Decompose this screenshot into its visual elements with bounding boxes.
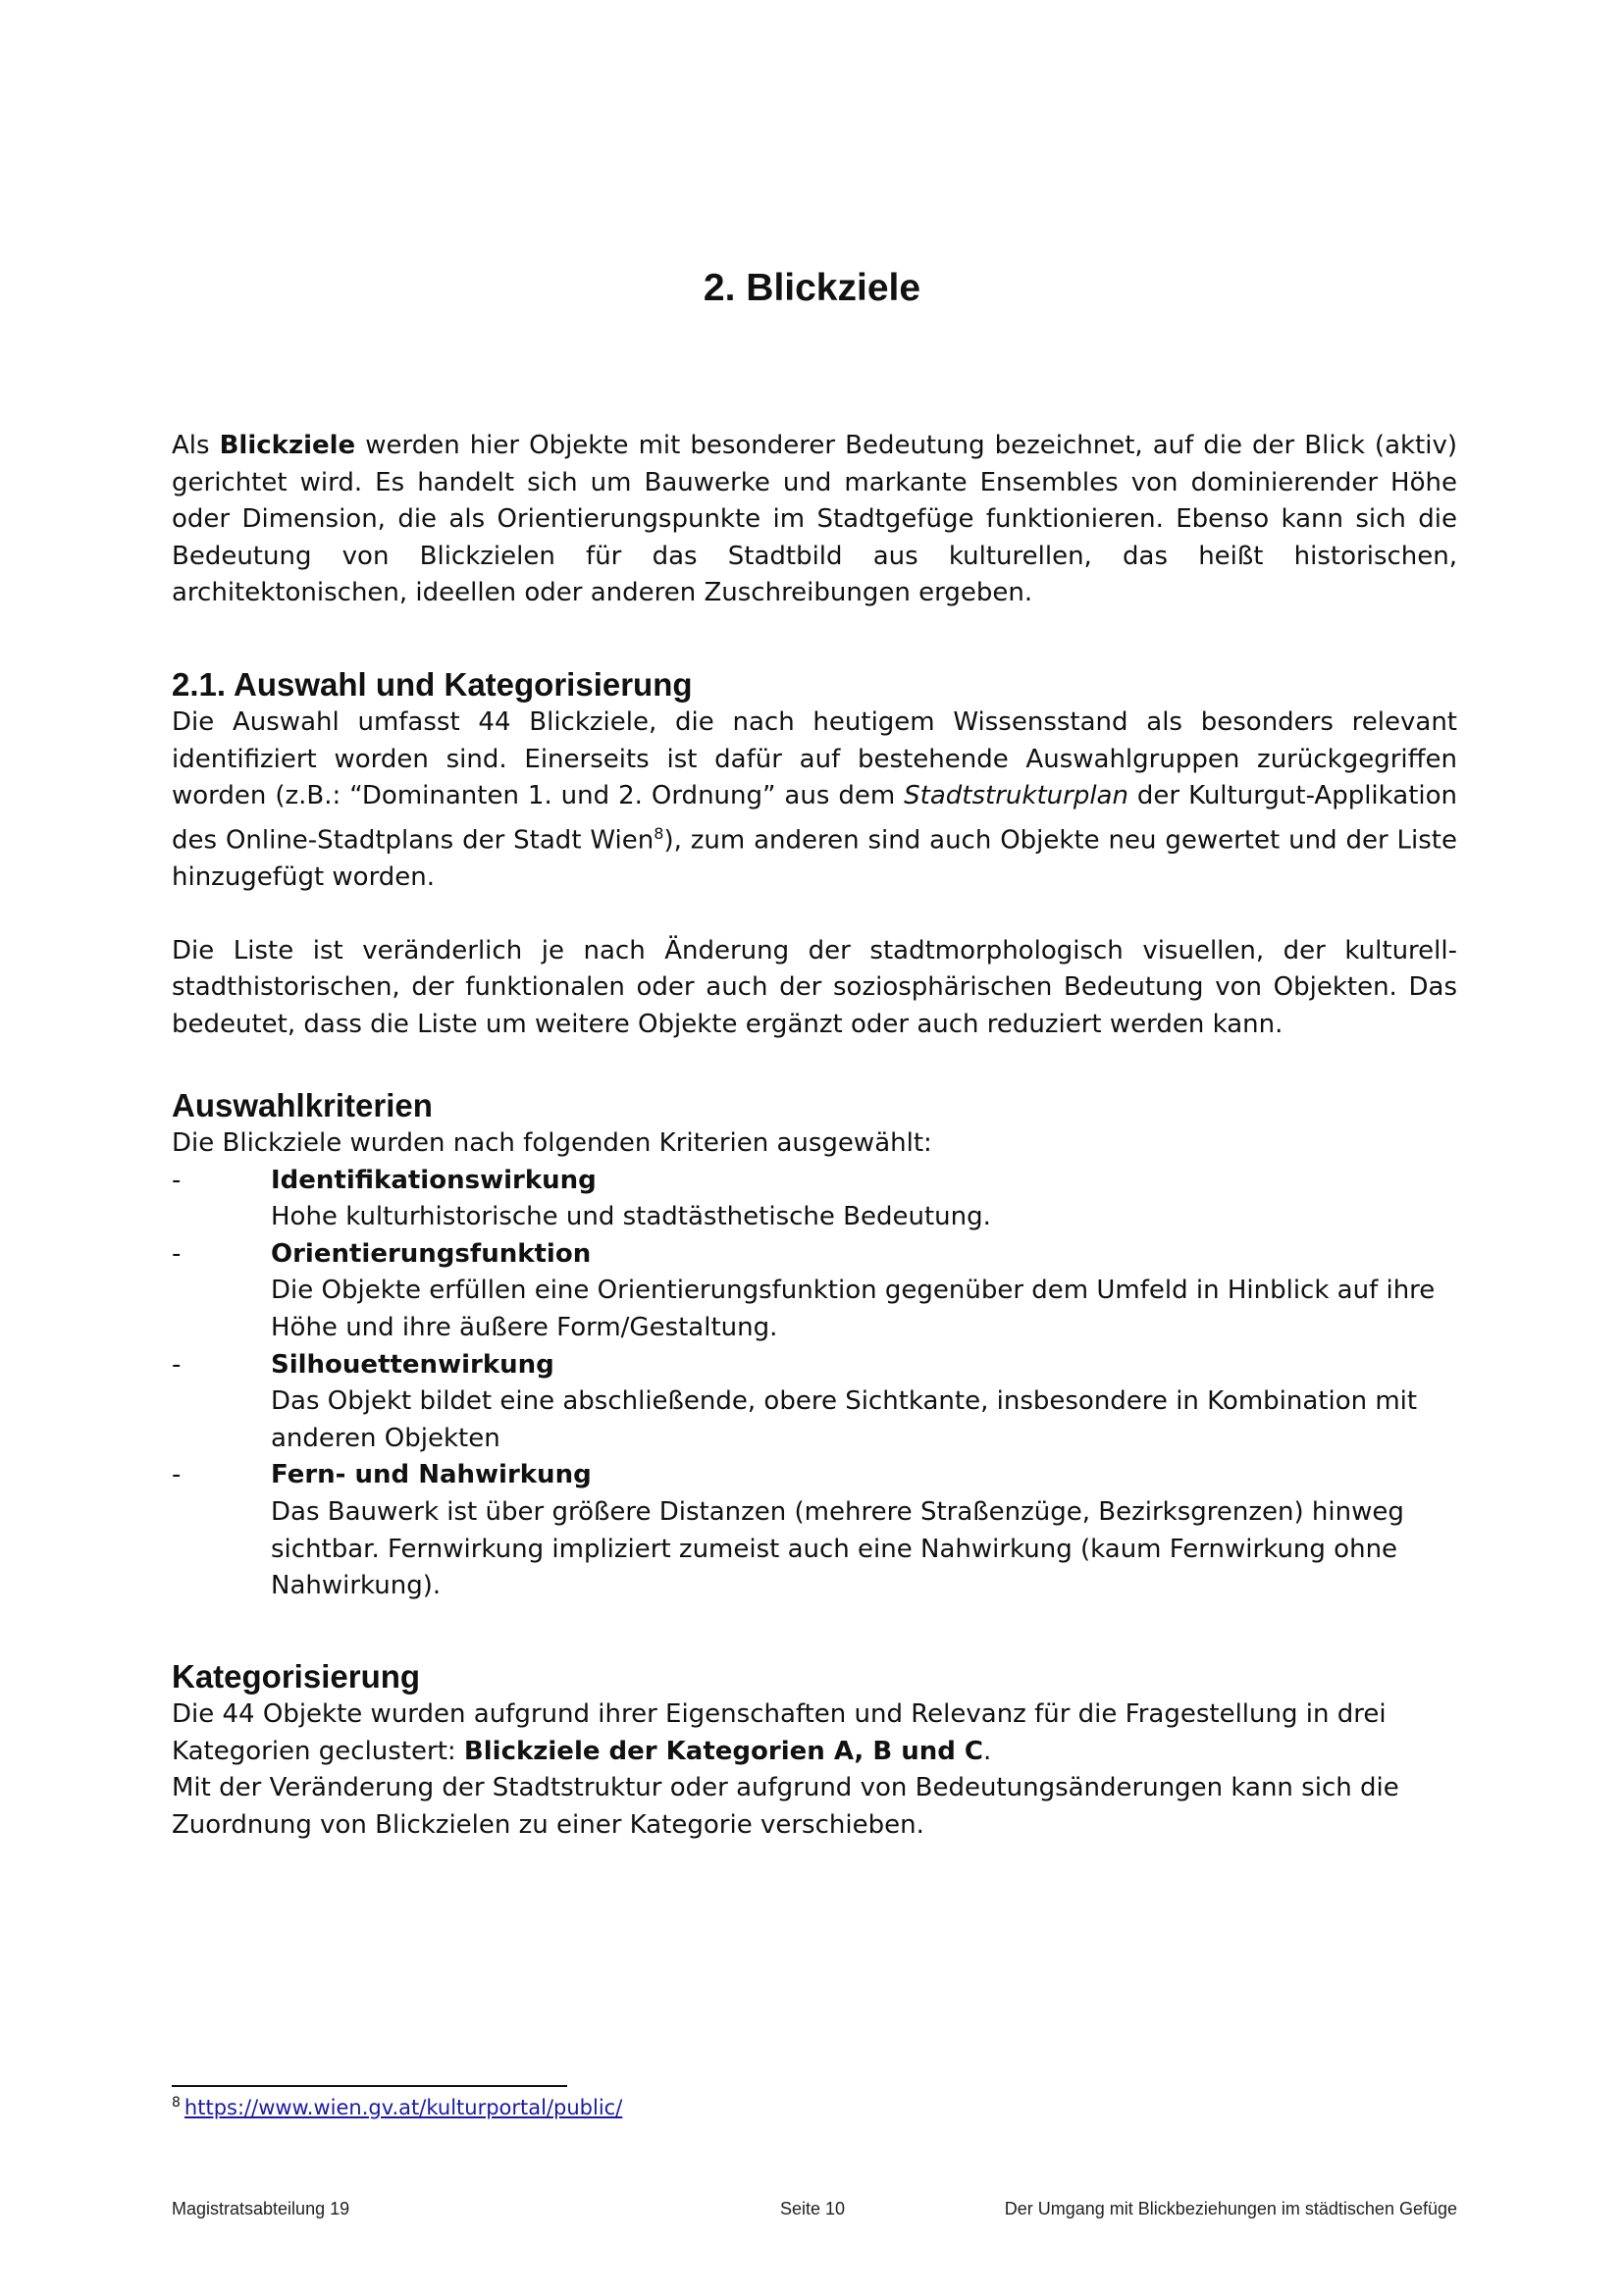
footer-page-number: Seite 10 <box>780 2199 846 2218</box>
kategorisierung-p1-end: . <box>983 1736 992 1766</box>
auswahl-p1-text-a: Die Auswahl umfasst 44 Blickziele, die nach heutigem Wissensstand als besonders relevant identifiziert worden sind. Einerseits ist dafür auf bestehende Auswahlgruppen zurückgegriffen worden (z.B.: “Dominanten 1. und 2. Ordnung” aus dem <box>172 707 1457 811</box>
kategorien-bold: Blickziele der Kategorien A, B und C <box>463 1736 983 1766</box>
bullet-dash: - <box>172 1165 182 1195</box>
section-heading-kategorisierung: Kategorisierung <box>172 1658 421 1695</box>
footnote-ref[interactable]: 8 <box>654 823 664 843</box>
section-heading-auswahl: 2.1. Auswahl und Kategorisierung <box>172 666 693 703</box>
criteria-intro: Die Blickziele wurden nach folgenden Kriterien ausgewählt: <box>172 1128 932 1158</box>
auswahl-p1-text-c: ), zum anderen sind auch Objekte neu gewertet und der Liste hinzugefügt worden. <box>172 825 1457 893</box>
criteria-item <box>172 1457 1457 1604</box>
criteria-description: Das Objekt bildet eine abschließende, obere Sichtkante, insbesondere in Kombination mit anderen Objekten <box>271 1386 1418 1453</box>
criteria-item <box>172 1236 1457 1347</box>
footnote-link[interactable]: https://www.wien.gv.at/kulturportal/public/ <box>183 2096 623 2119</box>
intro-paragraph <box>172 428 1457 612</box>
bullet-dash: - <box>172 1238 182 1269</box>
auswahl-paragraph-1 <box>172 704 1457 897</box>
section-kategorisierung <box>172 1657 1457 1844</box>
bullet-dash: - <box>172 1349 182 1380</box>
intro-text: werden hier Objekte mit besonderer Bedeutung bezeichnet, auf die der Blick (aktiv) gerichtet wird. Es handelt sich um Bauwerke und markante Ensembles von dominierender Höhe oder Dimension, die als Orientierungspunkte im Stadtgefüge funktionieren. Ebenso kann sich die Bedeutung von Blickzielen für das Stadtbild aus kulturellen, das heißt historischen, architektonischen, ideellen oder anderen Zuschreibungen ergeben. <box>172 431 1458 608</box>
footer-left: Magistratsabteilung 19 <box>172 2199 350 2218</box>
criteria-description: Die Objekte erfüllen eine Orientierungsfunktion gegenüber dem Umfeld in Hinblick auf ihre Höhe und ihre äußere Form/Gestaltung. <box>271 1276 1436 1342</box>
criteria-name: Silhouettenwirkung <box>271 1349 554 1380</box>
section-auswahlkriterien <box>172 1086 1457 1605</box>
criteria-item <box>172 1347 1457 1458</box>
footnote-separator <box>172 2085 567 2087</box>
intro-bold-term: Blickziele <box>219 431 356 460</box>
stadtstrukturplan-term: Stadtstrukturplan <box>904 781 1128 811</box>
page-title: 2. Blickziele <box>703 267 921 309</box>
page-footer <box>172 2199 1457 2224</box>
auswahl-p1-text-b: der Kulturgut-Applikation des Online-Stadtplans der Stadt Wien <box>172 781 1457 856</box>
criteria-item <box>172 1163 1457 1236</box>
footnote <box>172 2095 622 2119</box>
criteria-name: Identifikationswirkung <box>271 1165 597 1195</box>
criteria-name: Fern- und Nahwirkung <box>271 1460 592 1490</box>
intro-lead: Als <box>172 431 220 460</box>
kategorisierung-paragraph-1 <box>172 1696 1457 1770</box>
footnote-number: 8 <box>172 2095 181 2111</box>
section-auswahl <box>172 665 1457 1043</box>
footer-right: Der Umgang mit Blickbeziehungen im städtischen Gefüge <box>1004 2199 1457 2218</box>
kategorisierung-paragraph-2: Mit der Veränderung der Stadtstruktur oder aufgrund von Bedeutungsänderungen kann sich die Zuordnung von Blickzielen zu einer Kategorie verschieben. <box>172 1773 1399 1840</box>
auswahl-paragraph-2: Die Liste ist veränderlich je nach Änderung der stadtmorphologisch visuellen, der kulturell-stadthistorischen, der funktionalen oder auch der soziosphärischen Bedeutung von Objekten. Das bedeutet, dass die Liste um weitere Objekte ergänzt oder auch reduziert werden kann. <box>172 935 1457 1039</box>
criteria-name: Orientierungsfunktion <box>271 1238 592 1269</box>
criteria-description: Das Bauwerk ist über größere Distanzen (mehrere Straßenzüge, Bezirksgrenzen) hinweg sichtbar. Fernwirkung impliziert zumeist auch eine Nahwirkung (kaum Fernwirkung ohne Nahwirkung). <box>271 1496 1404 1601</box>
kategorisierung-p1-text: Die 44 Objekte wurden aufgrund ihrer Eigenschaften und Relevanz für die Fragestellung in drei Kategorien geclustert: <box>172 1699 1387 1766</box>
intro-section <box>172 428 1457 612</box>
criteria-description: Hohe kulturhistorische und stadtästhetische Bedeutung. <box>271 1202 991 1232</box>
criteria-list <box>172 1163 1457 1605</box>
section-heading-kriterien: Auswahlkriterien <box>172 1087 433 1123</box>
bullet-dash: - <box>172 1460 182 1490</box>
